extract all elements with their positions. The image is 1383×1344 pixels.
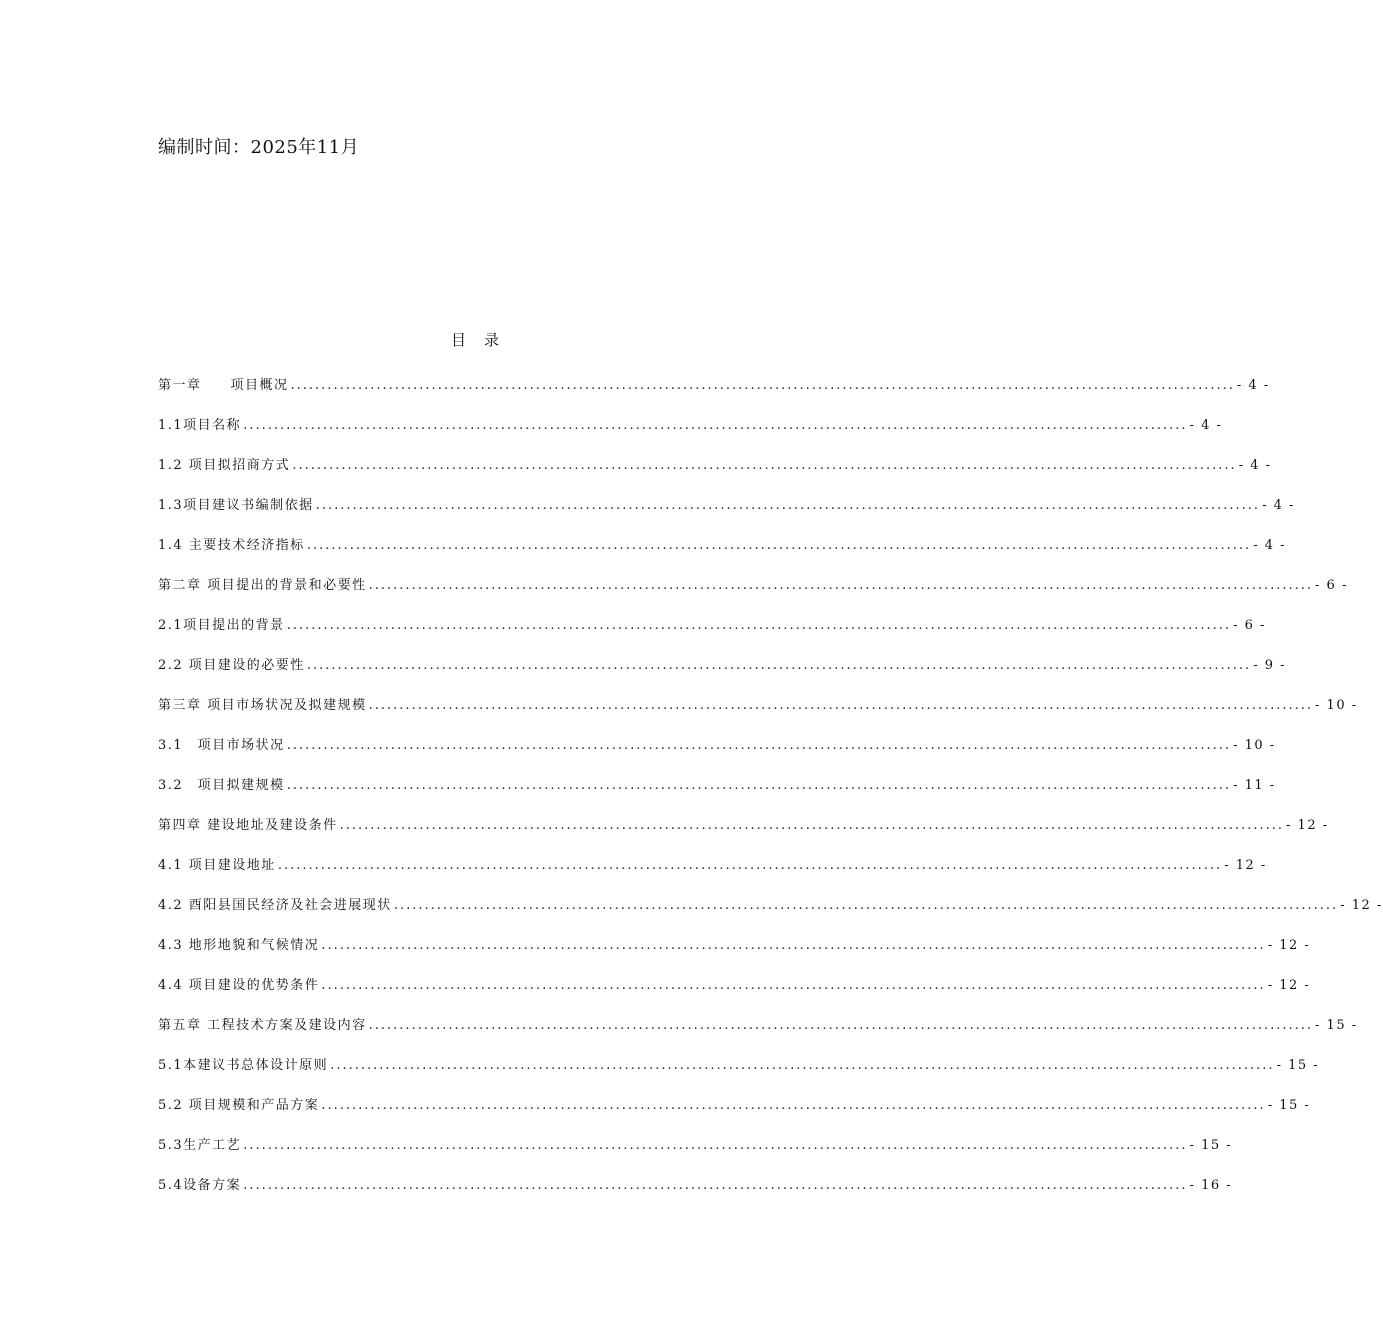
toc-leader-dots: .......................................................................................................................................................... xyxy=(393,898,1339,913)
toc-leader-dots: .......................................................................................................................................................... xyxy=(243,1138,1188,1153)
toc-leader-dots: .......................................................................................................................................................... xyxy=(292,458,1237,473)
toc-entry-page: - 16 - xyxy=(1189,1178,1233,1193)
toc-entry-page: - 12 - xyxy=(1340,898,1383,913)
toc-leader-dots: .......................................................................................................................................................... xyxy=(321,978,1266,993)
toc-leader-dots: .......................................................................................................................................................... xyxy=(368,698,1314,713)
toc-entry[interactable] xyxy=(158,494,1295,534)
toc-leader-dots: .......................................................................................................................................................... xyxy=(243,1178,1188,1193)
toc-entry[interactable] xyxy=(158,454,1272,494)
toc-entry-page: - 10 - xyxy=(1315,698,1358,713)
toc-entry-page: - 6 - xyxy=(1315,578,1348,593)
toc-heading: 目录 xyxy=(450,331,517,349)
toc-entry-title: 1.3项目建议书编制依据 xyxy=(158,498,314,513)
toc-leader-dots: .......................................................................................................................................................... xyxy=(243,418,1188,433)
toc-entry-page: - 15 - xyxy=(1315,1018,1358,1033)
toc-entry[interactable] xyxy=(158,1094,1311,1134)
toc-entry-page: - 15 - xyxy=(1267,1098,1311,1113)
toc-leader-dots: .......................................................................................................................................................... xyxy=(286,618,1232,633)
toc-entry-title: 4.3 地形地貌和气候情况 xyxy=(158,938,320,953)
toc-entry[interactable] xyxy=(158,774,1276,814)
toc-entry-title: 第一章 项目概况 xyxy=(158,378,289,393)
toc-entry-title: 1.2 项目拟招商方式 xyxy=(158,458,291,473)
toc-entry-page: - 12 - xyxy=(1286,818,1329,833)
compile-date: 编制时间：2025年11月 xyxy=(158,137,360,158)
toc-entry-title: 4.1 项目建设地址 xyxy=(158,858,276,873)
toc-leader-dots: .......................................................................................................................................................... xyxy=(306,658,1252,673)
toc-entry-title: 3.1 项目市场状况 xyxy=(158,738,285,753)
toc-entry[interactable] xyxy=(158,1014,1358,1054)
toc-entry[interactable] xyxy=(158,1134,1233,1174)
toc-entry[interactable] xyxy=(158,894,1383,934)
toc-entry-title: 5.3生产工艺 xyxy=(158,1138,242,1153)
toc-entry[interactable] xyxy=(158,814,1329,854)
toc-entry-page: - 6 - xyxy=(1233,618,1266,633)
toc-entry-page: - 10 - xyxy=(1233,738,1276,753)
toc-entry-page: - 4 - xyxy=(1253,538,1287,553)
toc-leader-dots: .......................................................................................................................................................... xyxy=(286,778,1232,793)
toc-entry-title: 1.4 主要技术经济指标 xyxy=(158,538,305,553)
toc-entry-title: 3.2 项目拟建规模 xyxy=(158,778,285,793)
toc-entry[interactable] xyxy=(158,854,1267,894)
toc-leader-dots: .......................................................................................................................................................... xyxy=(321,1098,1266,1113)
toc-entry-title: 2.1项目提出的背景 xyxy=(158,618,285,633)
toc-entry-title: 第五章 工程技术方案及建设内容 xyxy=(158,1018,367,1033)
toc-entry-title: 4.4 项目建设的优势条件 xyxy=(158,978,320,993)
toc-entry[interactable] xyxy=(158,1054,1320,1094)
toc-entry[interactable] xyxy=(158,534,1287,574)
toc-leader-dots: .......................................................................................................................................................... xyxy=(321,938,1266,953)
toc-leader-dots: .......................................................................................................................................................... xyxy=(306,538,1252,553)
toc-entry[interactable] xyxy=(158,934,1311,974)
toc-leader-dots: .......................................................................................................................................................... xyxy=(315,498,1261,513)
toc-entry-page: - 12 - xyxy=(1224,858,1267,873)
toc-leader-dots: .......................................................................................................................................................... xyxy=(290,378,1235,393)
toc-entry-title: 第二章 项目提出的背景和必要性 xyxy=(158,578,367,593)
toc-entry-title: 第四章 建设地址及建设条件 xyxy=(158,818,338,833)
toc-entry-page: - 12 - xyxy=(1267,938,1311,953)
toc-entry-title: 1.1项目名称 xyxy=(158,418,242,433)
toc-leader-dots: .......................................................................................................................................................... xyxy=(368,578,1314,593)
toc-entry-page: - 15 - xyxy=(1189,1138,1233,1153)
toc-entry[interactable] xyxy=(158,414,1223,454)
toc-entry[interactable] xyxy=(158,1174,1233,1214)
toc-entry-page: - 11 - xyxy=(1233,778,1276,793)
toc-entry[interactable] xyxy=(158,654,1287,694)
toc-entry-title: 4.2 酉阳县国民经济及社会进展现状 xyxy=(158,898,392,913)
toc-entry-page: - 9 - xyxy=(1253,658,1287,673)
toc-entry-page: - 4 - xyxy=(1236,378,1270,393)
toc-entry[interactable] xyxy=(158,734,1276,774)
toc-entry-title: 5.1本建议书总体设计原则 xyxy=(158,1058,329,1073)
toc-entry-title: 第三章 项目市场状况及拟建规模 xyxy=(158,698,367,713)
table-of-contents xyxy=(158,374,1383,1214)
toc-entry[interactable] xyxy=(158,974,1311,1014)
toc-entry[interactable] xyxy=(158,574,1348,614)
toc-entry[interactable] xyxy=(158,694,1358,734)
toc-entry-title: 2.2 项目建设的必要性 xyxy=(158,658,305,673)
toc-entry-title: 5.4设备方案 xyxy=(158,1178,242,1193)
toc-leader-dots: .......................................................................................................................................................... xyxy=(286,738,1232,753)
toc-leader-dots: .......................................................................................................................................................... xyxy=(277,858,1223,873)
toc-entry-page: - 12 - xyxy=(1267,978,1311,993)
toc-entry[interactable] xyxy=(158,614,1266,654)
toc-entry-page: - 4 - xyxy=(1238,458,1272,473)
toc-leader-dots: .......................................................................................................................................................... xyxy=(339,818,1285,833)
toc-entry-page: - 4 - xyxy=(1262,498,1295,513)
toc-entry-page: - 4 - xyxy=(1189,418,1223,433)
toc-leader-dots: .......................................................................................................................................................... xyxy=(330,1058,1275,1073)
toc-entry-page: - 15 - xyxy=(1276,1058,1320,1073)
toc-entry[interactable] xyxy=(158,374,1270,414)
toc-leader-dots: .......................................................................................................................................................... xyxy=(368,1018,1314,1033)
toc-entry-title: 5.2 项目规模和产品方案 xyxy=(158,1098,320,1113)
